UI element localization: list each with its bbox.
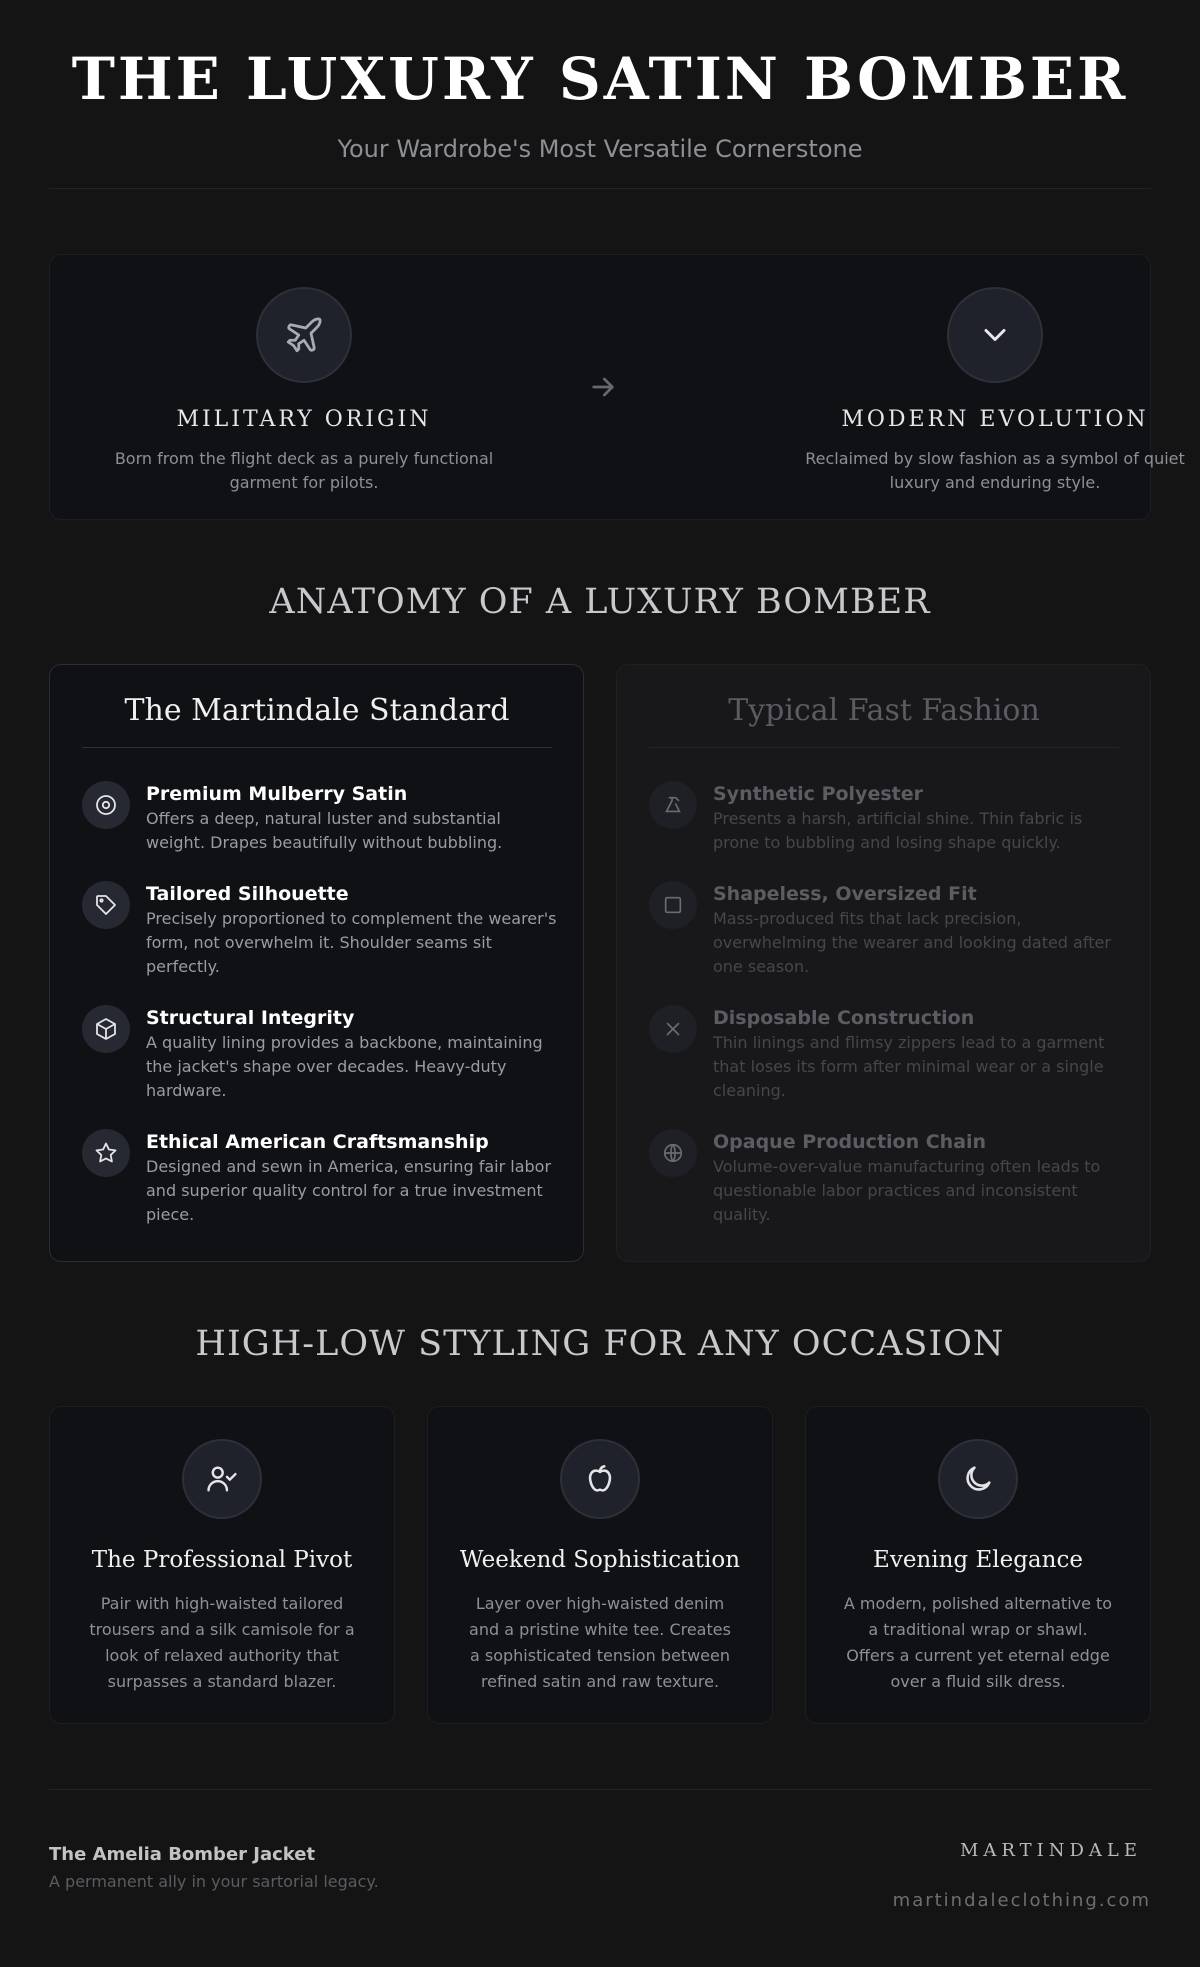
plane-icon <box>256 287 352 383</box>
apple-icon <box>560 1439 640 1519</box>
style-card-professional <box>49 1406 395 1724</box>
arrow-right-icon <box>587 371 619 403</box>
feature-description: Presents a harsh, artificial shine. Thin fabric is prone to bubbling and losing shape quickly. <box>713 809 1083 852</box>
style-card-description: Pair with high-waisted tailored trousers and a silk camisole for a look of relaxed authority that surpasses a standard blazer. <box>89 1594 355 1691</box>
standard-heading: The Martindale Standard <box>82 691 552 748</box>
tag-icon <box>82 881 130 929</box>
modern-block <box>785 255 1200 495</box>
footer-divider <box>49 1789 1151 1790</box>
box-icon <box>82 1005 130 1053</box>
anatomy-title: ANATOMY OF A LUXURY BOMBER <box>269 582 931 622</box>
modern-title: MODERN EVOLUTION <box>841 407 1149 432</box>
style-card-title: Weekend Sophistication <box>459 1547 741 1573</box>
martindale-standard-card <box>49 664 584 1262</box>
modern-description: Reclaimed by slow fashion as a symbol of quiet luxury and enduring style. <box>805 449 1185 492</box>
evolution-panel <box>49 254 1185 520</box>
style-card-weekend <box>427 1406 773 1724</box>
feature-title: Opaque Production Chain <box>713 1131 987 1153</box>
feature-title: Structural Integrity <box>146 1007 355 1029</box>
style-card-description: A modern, polished alternative to a traditional wrap or shawl. Offers a current yet eternal edge over a fluid silk dress. <box>843 1594 1113 1691</box>
user-check-icon <box>182 1439 262 1519</box>
feature-description: Volume-over-value manufacturing often leads to questionable labor practices and inconsistent quality. <box>713 1157 1101 1224</box>
styling-title: HIGH-LOW STYLING FOR ANY OCCASION <box>195 1324 1005 1364</box>
feature-title: Ethical American Craftsmanship <box>146 1131 489 1153</box>
fast-fashion-heading: Typical Fast Fashion <box>649 691 1119 748</box>
style-card-description: Layer over high-waisted denim and a pristine white tee. Creates a sophisticated tension between refined satin and raw texture. <box>469 1594 731 1691</box>
feature-title: Shapeless, Oversized Fit <box>713 883 977 905</box>
page-title: THE LUXURY SATIN BOMBER <box>71 45 1129 113</box>
origin-block <box>94 255 514 495</box>
star-icon <box>82 1129 130 1177</box>
target-icon <box>82 781 130 829</box>
flask-icon <box>649 781 697 829</box>
moon-icon <box>938 1439 1018 1519</box>
square-icon <box>649 881 697 929</box>
feature-title: Disposable Construction <box>713 1007 975 1029</box>
feature-description: A quality lining provides a backbone, maintaining the jacket's shape over decades. Heavy-duty hardware. <box>146 1033 543 1100</box>
feature-description: Offers a deep, natural luster and substantial weight. Drapes beautifully without bubbling. <box>146 809 503 852</box>
brand-url-link[interactable]: martindaleclothing.com <box>892 1890 1151 1911</box>
style-card-title: The Professional Pivot <box>91 1547 353 1573</box>
feature-description: Precisely proportioned to complement the wearer's form, not overwhelm it. Shoulder seams sit perfectly. <box>146 909 557 976</box>
fast-fashion-card <box>616 664 1151 1262</box>
product-name: The Amelia Bomber Jacket <box>49 1844 316 1865</box>
feature-description: Mass-produced fits that lack precision, overwhelming the wearer and looking dated after one season. <box>713 909 1111 976</box>
globe-icon <box>649 1129 697 1177</box>
brand-logo: MARTINDALE <box>959 1840 1142 1861</box>
page-subtitle: Your Wardrobe's Most Versatile Cornerstone <box>337 135 863 163</box>
feature-title: Premium Mulberry Satin <box>146 783 408 805</box>
page-header <box>49 40 1151 164</box>
style-card-evening <box>805 1406 1151 1724</box>
header-divider <box>49 188 1151 189</box>
x-icon <box>649 1005 697 1053</box>
chevron-down-icon <box>947 287 1043 383</box>
feature-description: Thin linings and flimsy zippers lead to a garment that loses its form after minimal wear or a single cleaning. <box>713 1033 1105 1100</box>
origin-title: MILITARY ORIGIN <box>176 407 432 432</box>
style-card-title: Evening Elegance <box>873 1547 1083 1573</box>
feature-title: Synthetic Polyester <box>713 783 923 805</box>
feature-title: Tailored Silhouette <box>146 883 349 905</box>
feature-description: Designed and sewn in America, ensuring fair labor and superior quality control for a true investment piece. <box>146 1157 552 1224</box>
product-tagline: A permanent ally in your sartorial legacy. <box>49 1872 379 1891</box>
origin-description: Born from the flight deck as a purely functional garment for pilots. <box>114 449 494 492</box>
